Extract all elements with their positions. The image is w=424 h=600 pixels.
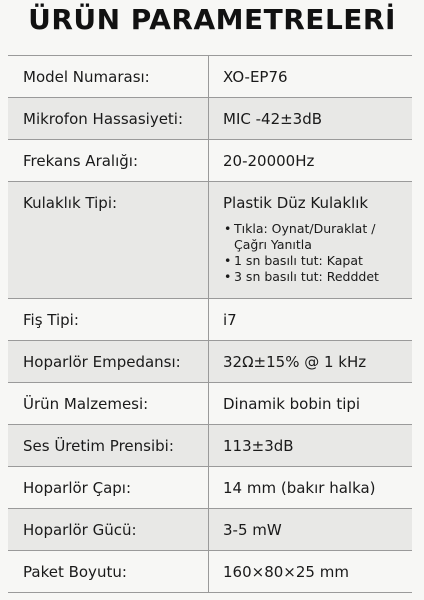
row-value: Dinamik bobin tipi [223,395,361,413]
spec-table [8,55,412,593]
row-value: 3-5 mW [223,521,282,539]
row-value: i7 [223,311,237,329]
row-value: 160×80×25 mm [223,563,349,581]
row-label: Fiş Tipi: [8,299,209,340]
page-title: ÜRÜN PARAMETRELERİ [28,3,396,36]
table-row [8,98,412,140]
row-value: 113±3dB [223,437,294,455]
row-value: 32Ω±15% @ 1 kHz [223,353,367,371]
row-label: Model Numarası: [8,56,209,97]
row-label: Mikrofon Hassasiyeti: [8,98,209,139]
table-row [8,299,412,341]
row-label: Ses Üretim Prensibi: [8,425,209,466]
row-label: Hoparlör Empedansı: [8,341,209,382]
table-row [8,383,412,425]
row-label: Kulaklık Tipi: [8,182,209,298]
row-value: Plastik Düz Kulaklık [223,194,369,212]
row-label: Hoparlör Gücü: [8,509,209,550]
row-label: Frekans Aralığı: [8,140,209,181]
row-value: 14 mm (bakır halka) [223,479,376,497]
table-row [8,425,412,467]
table-row [8,56,412,98]
row-label: Ürün Malzemesi: [8,383,209,424]
control-notes-list [223,221,412,285]
table-row [8,182,412,299]
control-note: • 3 sn basılı tut: Redddet [223,269,412,285]
row-value: MIC -42±3dB [223,110,323,128]
row-label: Paket Boyutu: [8,551,209,592]
row-label: Hoparlör Çapı: [8,467,209,508]
control-note: • Tıkla: Oynat/Duraklat / Çağrı Yanıtla [223,221,394,253]
row-value: XO-EP76 [223,68,288,86]
table-row [8,509,412,551]
table-row [8,140,412,182]
control-note: • 1 sn basılı tut: Kapat [223,253,412,269]
row-value-group [209,182,412,298]
row-value: 20-20000Hz [223,152,315,170]
table-row [8,551,412,593]
table-row [8,341,412,383]
table-row [8,467,412,509]
